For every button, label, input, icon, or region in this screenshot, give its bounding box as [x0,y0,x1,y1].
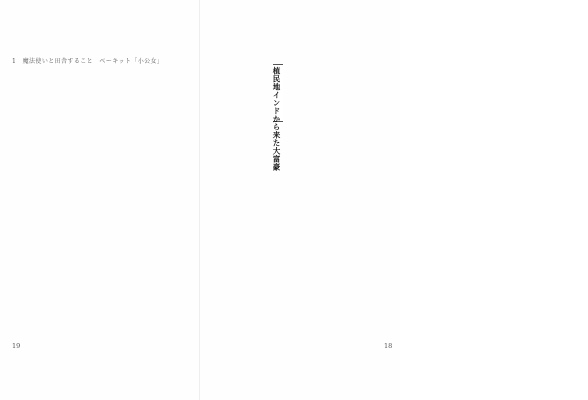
right-page [200,0,400,400]
right-page-body-text [408,64,588,332]
page-number-left: 19 [12,342,21,350]
running-header: 1 魔法使いと田舎すること ベーキット「小公女」 [12,58,164,65]
left-page-body-text [14,64,188,332]
left-page [0,0,200,400]
section-heading: 植民地インドから来た大富豪 [273,64,283,122]
page-number-right: 18 [384,342,393,350]
